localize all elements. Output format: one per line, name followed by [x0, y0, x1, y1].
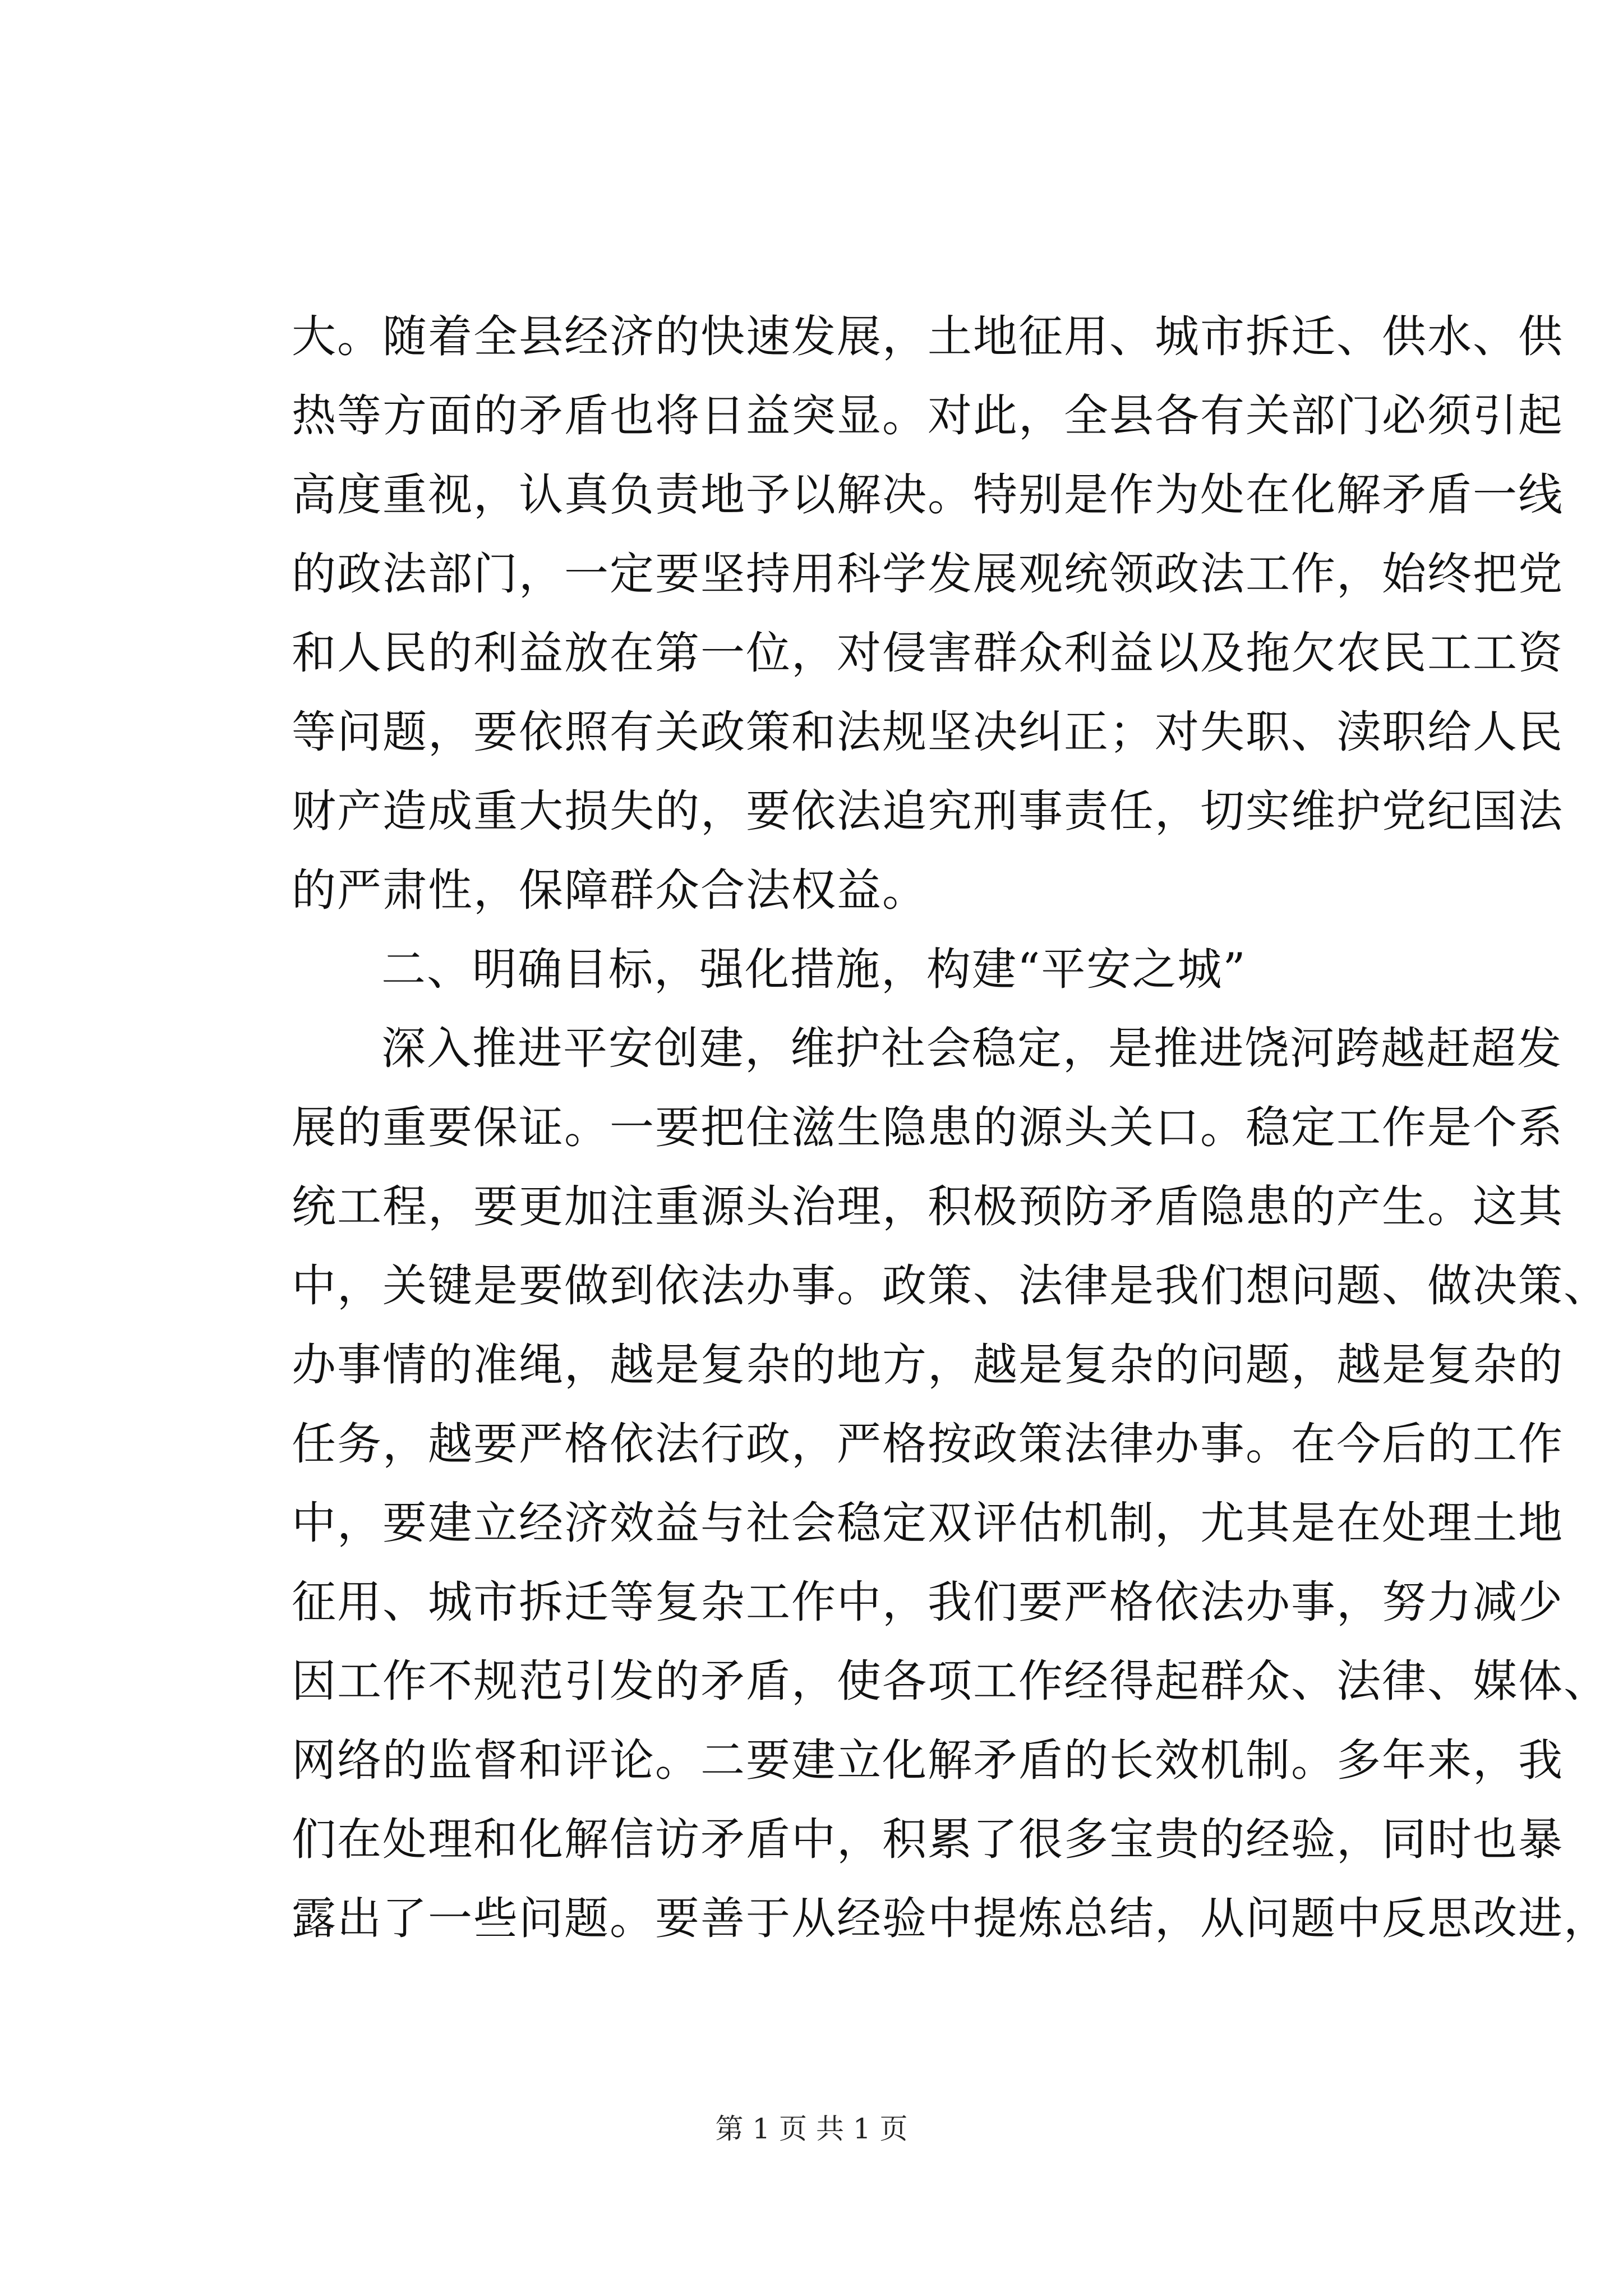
text-line: 因工作不规范引发的矛盾，使各项工作经得起群众、法律、媒体、: [292, 1655, 1609, 1707]
text-line: 高度重视，认真负责地予以解决。特别是作为处在化解矛盾一线: [292, 469, 1564, 521]
text-line: 的政法部门，一定要坚持用科学发展观统领政法工作，始终把党: [292, 548, 1564, 600]
text-line: 露出了一些问题。要善于从经验中提炼总结，从问题中反思改进，: [292, 1893, 1609, 1944]
page-footer: 第 1 页 共 1 页: [715, 2113, 908, 2145]
text-line: 任务，越要严格依法行政，严格按政策法律办事。在今后的工作: [292, 1418, 1564, 1470]
section-heading: 二、明确目标，强化措施，构建“平安之城”: [381, 944, 1247, 995]
text-line: 和人民的利益放在第一位，对侵害群众利益以及拖欠农民工工资: [292, 627, 1564, 679]
text-line: 财产造成重大损失的，要依法追究刑事责任，切实维护党纪国法: [292, 785, 1564, 837]
text-line: 征用、城市拆迁等复杂工作中，我们要严格依法办事，努力减少: [292, 1576, 1564, 1628]
text-line: 的严肃性，保障群众合法权益。: [292, 864, 928, 916]
document-body: [292, 297, 1609, 1958]
text-line: 办事情的准绳，越是复杂的地方，越是复杂的问题，越是复杂的: [292, 1339, 1564, 1391]
text-line: 等问题，要依照有关政策和法规坚决纠正；对失职、渎职给人民: [292, 706, 1564, 758]
paragraph-start-line: 深入推进平安创建，维护社会稳定，是推进饶河跨越赶超发: [381, 1023, 1562, 1074]
text-line: 大。随着全县经济的快速发展，土地征用、城市拆迁、供水、供: [292, 311, 1564, 362]
text-line: 中，关键是要做到依法办事。政策、法律是我们想问题、做决策、: [292, 1260, 1609, 1312]
text-line: 统工程，要更加注重源头治理，积极预防矛盾隐患的产生。这其: [292, 1181, 1564, 1232]
text-line: 热等方面的矛盾也将日益突显。对此，全县各有关部门必须引起: [292, 390, 1564, 441]
text-line: 们在处理和化解信访矛盾中，积累了很多宝贵的经验，同时也暴: [292, 1814, 1564, 1865]
text-line: 中，要建立经济效益与社会稳定双评估机制，尤其是在处理土地: [292, 1497, 1564, 1549]
text-line: 展的重要保证。一要把住滋生隐患的源头关口。稳定工作是个系: [292, 1102, 1564, 1153]
text-line: 网络的监督和评论。二要建立化解矛盾的长效机制。多年来，我: [292, 1734, 1564, 1786]
